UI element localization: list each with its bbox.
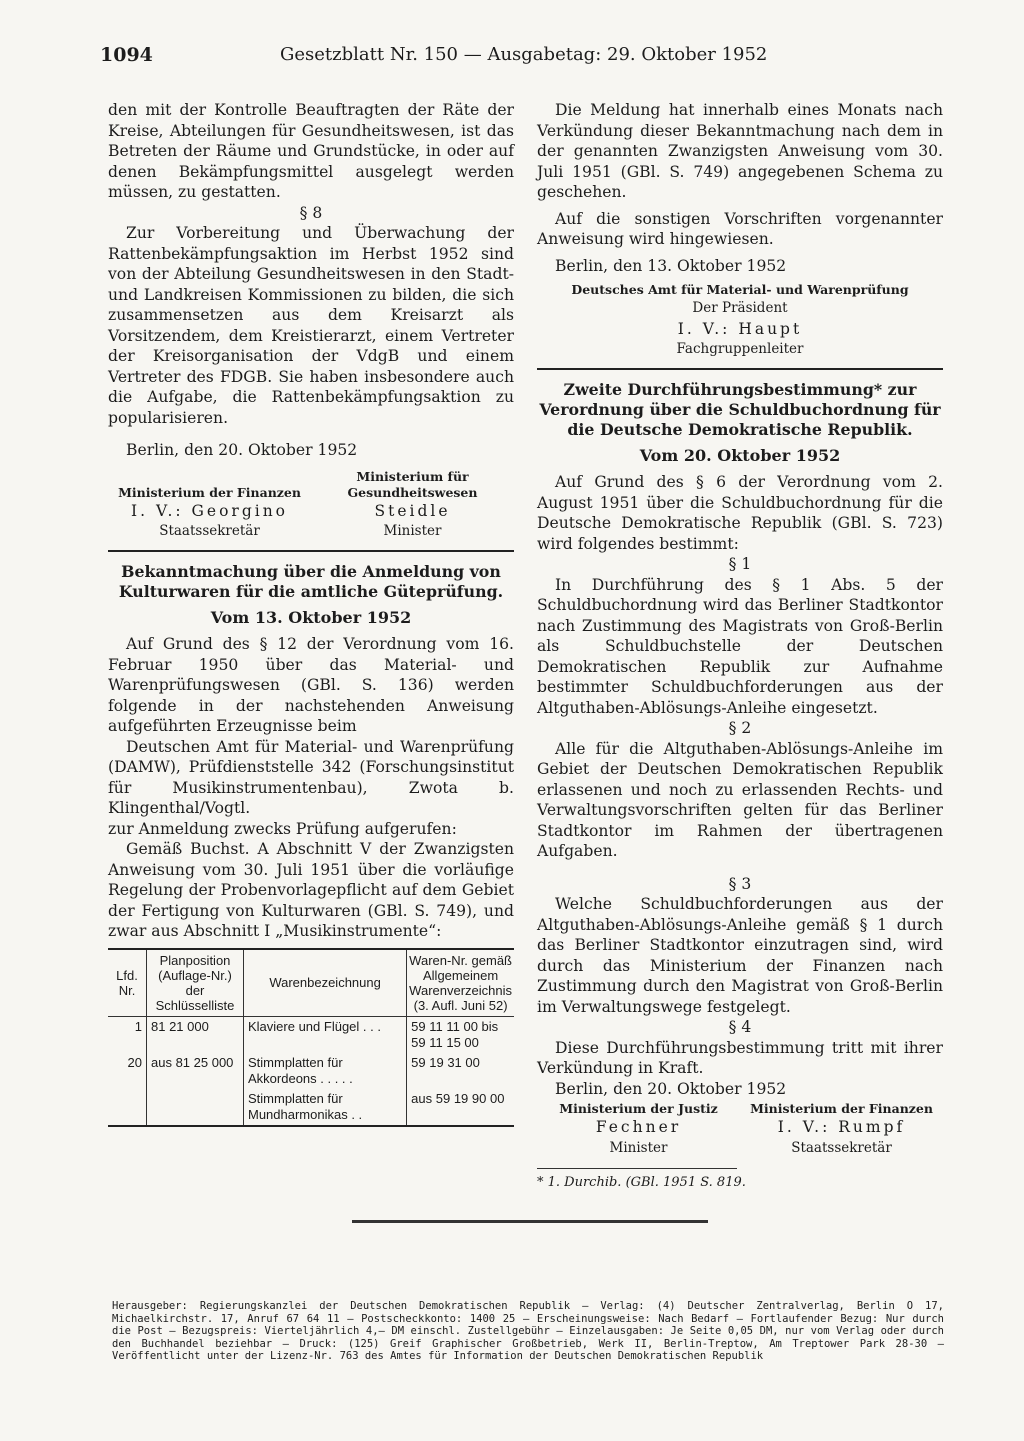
table-row xyxy=(108,1053,514,1089)
sig-title: Staatssekretär xyxy=(791,1139,892,1156)
footnote-divider xyxy=(537,1168,737,1169)
cell-plan xyxy=(147,1089,244,1126)
section-8-text: Zur Vorbereitung und Überwachung der Rattenbekämpfungsaktion im Herbst 1952 sind von der Abteilung Gesundheitswesen in den Stadt- und Landkreisen Kommissionen zu bilden, die sich zusammensetzen aus dem Kreisarzt als Vorsitzendem, dem Kreistierarzt, einem Vertreter der Kreisorganisation der VdgB und einem Vertreter des FDGB. Sie haben insbesondere auch die Aufgabe, die Rattenbekämpfungsaktion zu popularisieren. xyxy=(108,224,514,427)
notice-paragraph-3: zur Anmeldung zwecks Prüfung aufgerufen: xyxy=(108,819,457,838)
sig-organization: Deutsches Amt für Material- und Warenprüfung xyxy=(571,282,909,297)
section-divider xyxy=(537,368,943,370)
cell-warennr: 59 11 11 00 bis 59 11 15 00 xyxy=(407,1016,514,1053)
column-header: Planposition (Auflage-Nr.) der Schlüsselliste xyxy=(147,949,244,1017)
footnote: * 1. Durchib. (GBl. 1951 S. 819. xyxy=(537,1175,746,1190)
cell-ware: Stimmplatten für Akkordeons . . . . . xyxy=(244,1053,407,1089)
cell-nr: 20 xyxy=(108,1053,147,1089)
signature-health xyxy=(311,469,514,542)
cell-ware: Stimmplatten für Mundharmonikas . . xyxy=(244,1089,407,1126)
sig-name: I. V.: Rumpf xyxy=(777,1118,906,1136)
sig-name: Steidle xyxy=(374,501,451,520)
sig-title: Fachgruppenleiter xyxy=(676,341,804,357)
notice-paragraph-6: Auf die sonstigen Vorschriften vorgenannter Anweisung wird hingewiesen. xyxy=(537,209,943,248)
cell-warennr: 59 19 31 00 xyxy=(407,1053,514,1089)
closing-separator xyxy=(352,1220,708,1223)
section-3-text: Welche Schuldbuchforderungen aus der Altguthaben-Ablösungs-Anleihe gemäß § 1 durch das Berliner Stadtkontor einzutragen sind, wird durch das Ministerium der Finanzen nach Zustimmung durch den Magistrat von Groß-Berlin im Verwaltungswege festgelegt. xyxy=(537,895,943,1016)
cell-warennr: aus 59 19 90 00 xyxy=(407,1089,514,1126)
section-1-label: § 1 xyxy=(728,555,752,573)
signature-block-right xyxy=(537,1101,943,1158)
sig-name: Fechner xyxy=(595,1118,682,1136)
cell-nr: 1 xyxy=(108,1016,147,1053)
section-4-label: § 4 xyxy=(728,1018,752,1036)
paragraph-continuation: den mit der Kontrolle Beauftragten der Räte der Kreise, Abteilungen für Gesundheitswesen, ist das Betreten der Räume und Grundstücke, in oder auf denen Bekämpfungsmittel ausgelegt werden müssen, zu gestatten. xyxy=(108,101,514,201)
sig-title: Minister xyxy=(609,1139,668,1156)
table-header-row xyxy=(108,949,514,1017)
sig-role: Der Präsident xyxy=(692,300,788,316)
sig-title: Staatssekretär xyxy=(159,523,260,539)
goods-table xyxy=(108,948,514,1127)
cell-ware: Klaviere und Flügel . . . xyxy=(244,1016,407,1053)
section-3-label: § 3 xyxy=(728,874,752,893)
notice-date: Vom 13. Oktober 1952 xyxy=(210,607,412,627)
section-2-label: § 2 xyxy=(728,719,752,737)
sig-title: Minister xyxy=(383,523,442,539)
right-column xyxy=(537,100,943,1194)
section-1-text: In Durchführung des § 1 Abs. 5 der Schuldbuchordnung wird das Berliner Stadtkontor nach Zustimmung des Magistrats von Groß-Berlin als Schuldbuchstelle der Deutschen Demokratischen Republik zur Aufnahme bestimmter Schuldbuchforderungen aus der Altguthaben-Ablösungs-Anleihe eingesetzt. xyxy=(537,575,943,717)
left-column xyxy=(108,100,514,1127)
section-2-text: Alle für die Altguthaben-Ablösungs-Anleihe im Gebiet der Deutschen Demokratischen Republik erlassenen und noch zu erlassenden Rechts- und Verwaltungsvorschriften gelten für das Berliner Stadtkontor im Rahmen der übertragenen Aufgaben. xyxy=(537,739,943,860)
signature-block-left xyxy=(108,469,514,542)
table-row xyxy=(108,1016,514,1053)
column-header: Warenbezeichnung xyxy=(244,949,407,1017)
column-header: Lfd. Nr. xyxy=(108,949,147,1017)
sig-ministry: Ministerium der Finanzen xyxy=(118,484,301,500)
regulation-intro: Auf Grund des § 6 der Verordnung vom 2. August 1951 über die Schuldbuchordnung für die Deutsche Demokratische Republik (GBl. S. 723) wird folgendes bestimmt: xyxy=(537,473,943,553)
sig-ministry: Ministerium für Gesundheitswesen xyxy=(347,468,478,500)
column-header: Waren-Nr. gemäß Allgemeinem Warenverzeichnis (3. Aufl. Juni 52) xyxy=(407,949,514,1017)
sig-ministry: Ministerium der Justiz xyxy=(559,1101,718,1116)
place-date-right-2: Berlin, den 20. Oktober 1952 xyxy=(555,1079,787,1098)
place-date-right-1: Berlin, den 13. Oktober 1952 xyxy=(555,256,787,275)
notice-title: Bekanntmachung über die Anmeldung von Kulturwaren für die amtliche Güteprüfung. xyxy=(118,561,504,601)
page-header xyxy=(100,44,920,70)
place-date-left: Berlin, den 20. Oktober 1952 xyxy=(126,441,358,459)
imprint: Herausgeber: Regierungskanzlei der Deutschen Demokratischen Republik — Verlag: (4) Deutscher Zentralverlag, Berlin O 17, Michaelkirchstr. 17, Anruf 67 64 11 — Postscheckkonto: 1400 25 — Erscheinungsweise: Nach Bedarf — Fortlaufender Bezug: Nur durch die Post — Bezugspreis: Vierteljährlich 4,— DM einschl. Zustellgebühr — Einzelausgaben: Je Seite 0,05 DM, nur vom Verlag oder durch den Buchhandel beziehbar — Druck: (125) Greif Graphischer Großbetrieb, Werk II, Berlin-Treptow, Am Treptower Park 28-30 — Veröffentlicht unter der Lizenz-Nr. 763 des Amtes für Information der Deutschen Demokratischen Republik xyxy=(112,1300,944,1362)
sig-ministry: Ministerium der Finanzen xyxy=(750,1101,933,1116)
sig-name: I. V.: Haupt xyxy=(677,319,803,338)
notice-paragraph-4: Gemäß Buchst. A Abschnitt V der Zwanzigsten Anweisung vom 30. Juli 1951 über die vorläufige Regelung der Probenvorlagepflicht auf dem Gebiet der Fertigung von Kulturwaren (GBl. S. 749), und zwar aus Abschnitt I „Musikinstrumente“: xyxy=(108,840,514,940)
cell-nr xyxy=(108,1089,147,1126)
signature-finance xyxy=(108,485,311,542)
section-divider xyxy=(108,550,514,552)
signature-finance-right xyxy=(740,1101,943,1158)
cell-plan: 81 21 000 xyxy=(147,1016,244,1053)
regulation-title: Zweite Durchführungsbestimmung* zur Verordnung über die Schuldbuchordnung für die Deutsche Demokratische Republik. xyxy=(539,379,941,439)
section-4-text: Diese Durchführungsbestimmung tritt mit ihrer Verkündung in Kraft. xyxy=(537,1038,943,1077)
notice-paragraph-2: Deutschen Amt für Material- und Warenprüfung (DAMW), Prüfdienststelle 342 (Forschungsinstitut für Musikinstrumentenbau), Zwota b. Klingenthal/Vogtl. xyxy=(108,737,514,817)
header-title: Gesetzblatt Nr. 150 — Ausgabetag: 29. Oktober 1952 xyxy=(280,44,768,65)
signature-justice xyxy=(537,1101,740,1158)
notice-paragraph-1: Auf Grund des § 12 der Verordnung vom 16. Februar 1950 über das Material- und Warenprüfungswesen (GBl. S. 136) werden folgende in der nachstehenden Anweisung aufgeführten Erzeugnisse beim xyxy=(108,635,514,735)
sig-name: I. V.: Georgino xyxy=(130,501,289,520)
page-number: 1094 xyxy=(100,44,153,66)
regulation-date: Vom 20. Oktober 1952 xyxy=(639,445,841,465)
notice-paragraph-5: Die Meldung hat innerhalb eines Monats nach Verkündung dieser Bekanntmachung nach dem in der genannten Zwanzigsten Anweisung vom 30. Juli 1951 (GBl. S. 749) angegebenen Schema zu geschehen. xyxy=(537,101,943,201)
cell-plan: aus 81 25 000 xyxy=(147,1053,244,1089)
section-8-label: § 8 xyxy=(299,203,323,222)
table-row xyxy=(108,1089,514,1126)
